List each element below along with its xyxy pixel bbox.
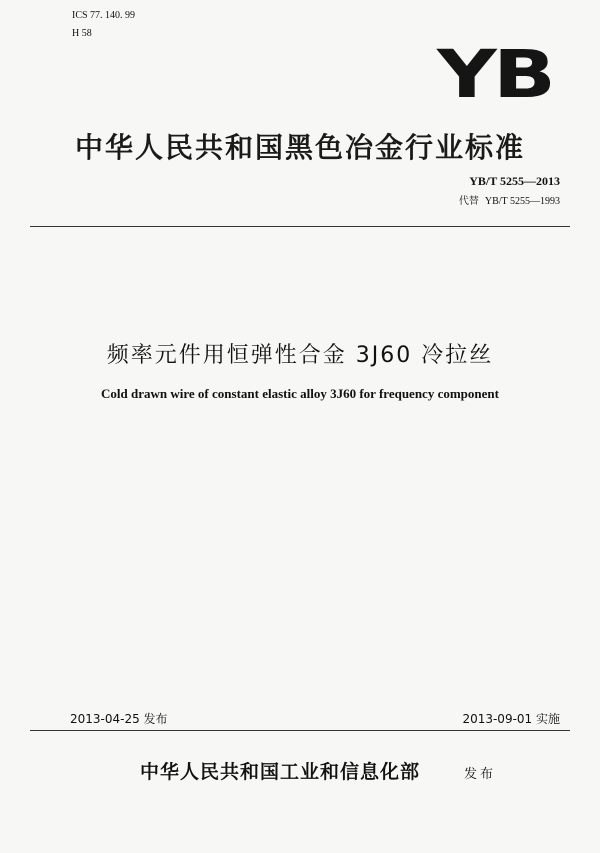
document-title-chinese: 频率元件用恒弹性合金 3J60 冷拉丝 xyxy=(106,343,494,368)
document-title-english: Cold drawn wire of constant elastic alloy 3J60 for frequency component xyxy=(101,386,499,401)
issuing-authority: 中华人民共和国工业和信息化部 xyxy=(140,761,421,783)
replaces-line xyxy=(459,192,560,207)
bottom-divider xyxy=(30,730,570,731)
standard-number: YB/T 5255—2013 xyxy=(469,174,560,188)
top-divider xyxy=(30,226,570,227)
standard-category-title: 中华人民共和国黑色冶金行业标准 xyxy=(74,131,525,164)
publish-date: 2013-04-25 发布 xyxy=(70,712,168,726)
replaces-number: YB/T 5255—1993 xyxy=(484,196,560,207)
yb-logo: YB xyxy=(436,36,552,113)
implementation-date: 2013-09-01 实施 xyxy=(462,712,560,726)
replaces-label: 代替 xyxy=(458,196,479,207)
ccs-code: H 58 xyxy=(72,28,92,39)
ics-code: ICS 77. 140. 99 xyxy=(72,10,136,21)
issue-label: 发布 xyxy=(464,767,497,782)
